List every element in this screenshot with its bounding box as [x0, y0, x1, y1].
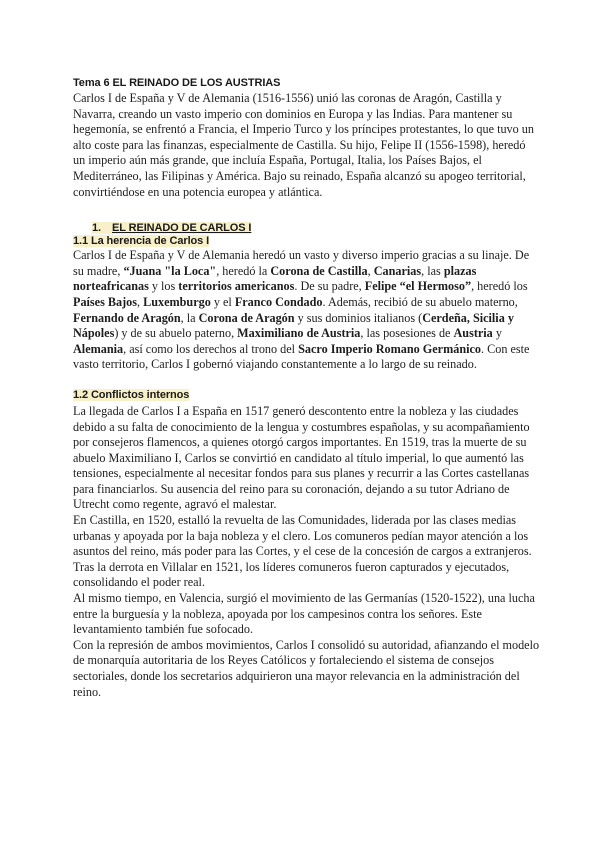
subsection-title: 1.1 La herencia de Carlos I: [73, 235, 210, 248]
conflictos-paragraph-1: La llegada de Carlos I a España en 1517 generó descontento entre la nobleza y las ciudades debido a su falta de conocimiento de la lengua y costumbres españolas, y su acompañamiento por consejeros flamencos, a quienes otorgó cargos importantes. En 1519, tras la muerte de su abuelo Maximiliano I, Carlos se convirtió en candidato al título imperial, lo que aumentó las tensiones, especialmente al necesitar fondos para sus planes y recurrir a las Cortes castellanas para financiarlos. Su ausencia del reino para su coronación, dejando a su tutor Adriano de Utrecht como regente, agravó el malestar.: [73, 403, 530, 512]
bold-run: Corona de Castilla: [270, 263, 368, 278]
text-run: ,: [367, 263, 374, 278]
text-run: y los: [148, 279, 179, 294]
bold-run: Felipe “el Hermoso”: [364, 279, 472, 294]
subsection-heading-1-1: [73, 235, 540, 248]
bold-run: Cerdeña, Sicilia y Nápoles: [73, 310, 514, 341]
bold-run: Luxemburgo: [143, 294, 211, 309]
section-number: 1.: [92, 222, 101, 235]
text-run: , la: [180, 310, 199, 325]
bold-run: Canarias: [373, 263, 422, 278]
intro-paragraph: Carlos I de España y V de Alemania (1516-1556) unió las coronas de Aragón, Castilla y Navarra, creando un vasto imperio con dominios en Europa y las Indias. Para mantener su hegemonía, se enfrentó a Francia, el Imperio Turco y los príncipes protestantes, lo que tuvo un alto coste para las finanzas, especialmente de Castilla. Su hijo, Felipe II (1556-1598), heredó un imperio aún más grande, que incluía España, Portugal, Italia, los Países Bajos, el Mediterráneo, las Filipinas y América. Bajo su reinado, España alcanzó su apogeo territorial, convirtiéndose en una potencia europea y atlántica.: [73, 91, 534, 199]
text-run: , heredó la: [216, 263, 271, 278]
subsection-title: 1.2 Conflictos internos: [73, 388, 190, 401]
text-run: ) y de su abuelo paterno,: [114, 326, 238, 341]
bold-run: Corona de Aragón: [198, 310, 295, 325]
section-heading-1: [73, 222, 540, 235]
text-run: . De su padre,: [294, 279, 365, 294]
subsection-heading-1-2: [73, 389, 540, 402]
bold-run: Austria: [453, 326, 493, 341]
text-run: , heredó los: [471, 279, 528, 294]
text-run: ,: [136, 294, 144, 309]
conflictos-paragraph-4: Con la represión de ambos movimientos, Carlos I consolidó su autoridad, afianzando el modelo de monarquía autoritaria de los Reyes Católicos y fortaleciendo el sistema de consejos sectoriales, donde los secretarios adquirieron una mayor relevancia en la administración del reino.: [73, 637, 540, 699]
bold-run: plazas norteafricanas: [73, 263, 477, 294]
text-run: , las posesiones de: [360, 326, 454, 341]
bold-run: Países Bajos: [73, 294, 137, 309]
text-run: y sus dominios italianos (: [294, 310, 423, 325]
bold-run: Alemania: [73, 341, 124, 356]
text-run: , las: [421, 263, 444, 278]
section-label: EL REINADO DE CARLOS I: [112, 222, 252, 235]
text-run: . Con este vasto territorio, Carlos I gobernó viajando constantemente a lo largo de su reinado.: [73, 341, 530, 372]
herencia-paragraph: [73, 248, 540, 373]
conflictos-paragraph-2: En Castilla, en 1520, estalló la revuelta de las Comunidades, liderada por las clases medias urbanas y apoyada por la baja nobleza y el clero. Los comuneros pedían mayor atención a los asuntos del reino, más poder para las Cortes, y el cese de la concesión de cargos a extranjeros. Tras la derrota en Villalar en 1521, los líderes comuneros fueron capturados y ejecutados, consolidando el poder real.: [73, 513, 532, 590]
bold-run: Franco Condado: [234, 294, 323, 309]
text-run: Carlos I de España y V de Alemania heredó un vasto y diverso imperio gracias a su linaje. De su madre,: [73, 248, 530, 278]
text-run: y: [492, 326, 502, 341]
bold-run: Maximiliano de Austria: [237, 326, 361, 341]
text-run: . Además, recibió de su abuelo materno,: [322, 294, 518, 309]
bold-run: Fernando de Aragón: [73, 310, 181, 325]
title-text: Tema 6 EL REINADO DE LOS AUSTRIAS: [73, 77, 281, 89]
bold-run: territorios americanos: [178, 279, 295, 294]
text-run: , así como los derechos al trono del: [123, 341, 299, 356]
text-run: y el: [210, 294, 235, 309]
conflictos-paragraph-3: Al mismo tiempo, en Valencia, surgió el movimiento de las Germanías (1520-1522), una lucha entre la burguesía y la nobleza, apoyada por los campesinos contra los señores. Este levantamiento también fue sofocado.: [73, 591, 535, 637]
document-title: [73, 77, 540, 90]
bold-run: “Juana "la Loca": [123, 263, 217, 278]
bold-run: Sacro Imperio Romano Germánico: [298, 341, 481, 356]
